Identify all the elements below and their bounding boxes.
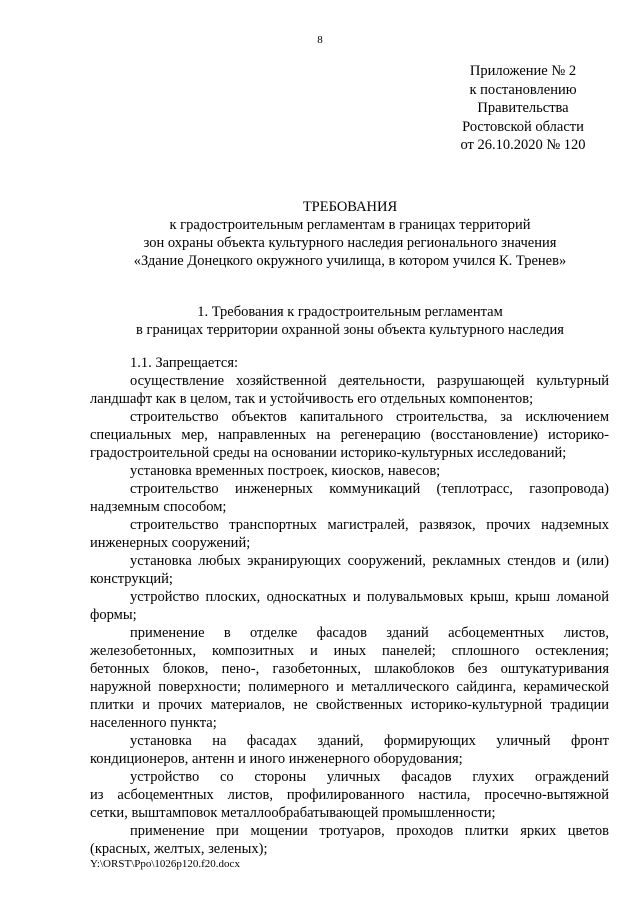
appendix-line: от 26.10.2020 № 120 [460, 137, 586, 153]
body-line: устройство плоских, односкатных и полувальмовых крыш, крыш ломаной [130, 589, 609, 605]
body-line: сетки, выштамповок металлообрабатывающей промышленности; [90, 805, 496, 821]
body-line: конструкций; [90, 571, 173, 587]
title-heading: ТРЕБОВАНИЯ [302, 199, 398, 215]
body-line: (красных, желтых, зеленых); [90, 841, 268, 857]
body-line: надземным способом; [90, 499, 227, 515]
body-line: установка временных построек, киосков, навесов; [130, 463, 441, 479]
body-line: железобетонных, композитных и иных панелей; сплошного остекления; [90, 643, 609, 659]
body-line: осуществление хозяйственной деятельности, разрушающей культурный [130, 373, 609, 389]
body-line: населенного пункта; [90, 715, 217, 731]
appendix-line: Приложение № 2 [469, 63, 577, 79]
appendix-line: к постановлению [469, 81, 577, 98]
body-line: кондиционеров, антенн и иного инженерного оборудования; [90, 751, 463, 767]
section-title-line: 1. Требования к градостроительным регламентам [197, 304, 503, 320]
clause-heading: 1.1. Запрещается: [130, 355, 239, 371]
body-line: формы; [90, 607, 137, 623]
section-title-line: в границах территории охранной зоны объекта культурного наследия [136, 322, 564, 338]
body-line: установка на фасадах зданий, формирующих уличный фронт [130, 733, 609, 749]
body-line: строительство инженерных коммуникаций (теплотрасс, газопровода) [130, 481, 609, 497]
section-title [0, 303, 640, 339]
appendix-line: Правительства [477, 100, 569, 116]
body-line: установка любых экранирующих сооружений, рекламных стендов и (или) [130, 553, 609, 569]
body-line: специальных мер, направленных на регенерацию (восстановление) историко- [90, 427, 609, 443]
file-path-footer: Y:\ORST\Ppo\1026p120.f20.docx [90, 858, 240, 870]
body-line: плитки и прочих материалов, не свойственных историко-культурной традиции [90, 697, 609, 713]
appendix-line: Ростовской области [462, 118, 584, 135]
body-line: применение в отделке фасадов зданий асбоцементных листов, [130, 625, 609, 641]
body-text [90, 354, 609, 858]
body-line: наружной поверхности; полимерного и металлического сайдинга, керамической [90, 679, 609, 695]
body-line: строительство объектов капитального строительства, за исключением [130, 409, 609, 425]
page-number: 8 [317, 34, 323, 46]
body-line: применение при мощении тротуаров, проходов плитки ярких цветов [130, 823, 609, 839]
body-line: строительство транспортных магистралей, развязок, прочих надземных [130, 517, 609, 533]
body-line: ландшафт как в целом, так и устойчивость его отдельных компонентов; [90, 391, 534, 407]
body-line: устройство со стороны уличных фасадов глухих ограждений [130, 769, 609, 785]
document-title [0, 198, 640, 270]
body-line: бетонных блоков, пено-, газобетонных, шлакоблоков без оштукатуривания [90, 661, 609, 677]
title-line: к градостроительным регламентам в границах территорий [169, 217, 531, 233]
appendix-block [438, 62, 608, 155]
title-line: зон охраны объекта культурного наследия регионального значения [143, 235, 557, 251]
body-line: инженерных сооружений; [90, 535, 251, 551]
body-line: из асбоцементных листов, профилированного настила, просечно-вытяжной [90, 787, 609, 803]
body-line: градостроительной среды на основании историко-культурных исследований; [90, 445, 567, 461]
title-line: «Здание Донецкого окружного училища, в котором учился К. Тренев» [133, 253, 567, 269]
